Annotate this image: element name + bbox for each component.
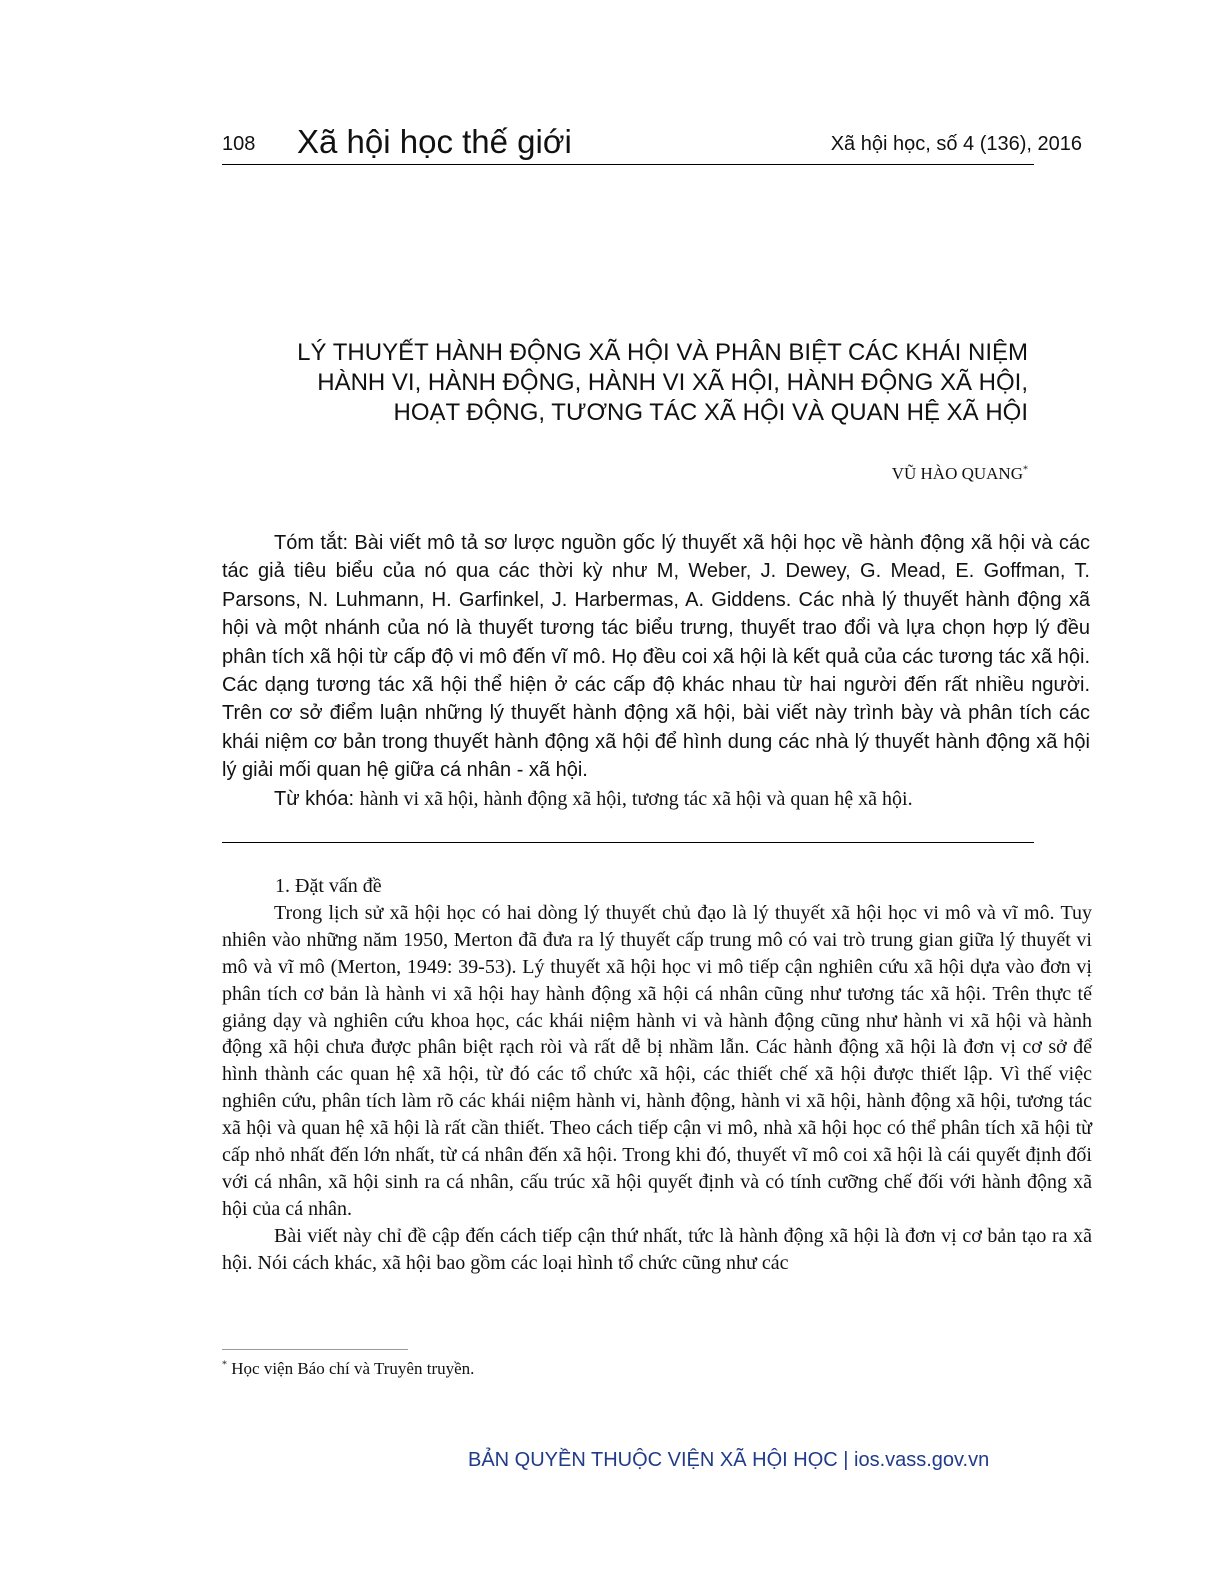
- page-number: 108: [222, 133, 256, 155]
- title-line: HOẠT ĐỘNG, TƯƠNG TÁC XÃ HỘI VÀ QUAN HỆ XÃ HỘI: [393, 399, 1028, 426]
- author-footnote-marker: *: [1023, 464, 1028, 476]
- author-name: VŨ HÀO QUANG: [891, 464, 1023, 483]
- article-title: [222, 338, 1028, 428]
- keywords-text: hành vi xã hội, hành động xã hội, tương tác xã hội và quan hệ xã hội.: [359, 787, 913, 810]
- footnote-marker: *: [222, 1359, 227, 1371]
- section-1: [222, 873, 1092, 1277]
- section-title: Xã hội học thế giới: [297, 123, 572, 160]
- footnote-text: Học viện Báo chí và Truyên truyền.: [231, 1359, 475, 1378]
- footnote-divider: [222, 1349, 408, 1350]
- keywords: [222, 785, 1090, 813]
- title-line: HÀNH VI, HÀNH ĐỘNG, HÀNH VI XÃ HỘI, HÀNH ĐỘNG XÃ HỘI,: [317, 369, 1028, 396]
- copyright-notice: BẢN QUYỀN THUỘC VIỆN XÃ HỘI HỌC | ios.vass.gov.vn: [468, 1449, 990, 1471]
- abstract-text: Tóm tắt: Bài viết mô tả sơ lược nguồn gốc lý thuyết xã hội học về hành động xã hội và các tác giả tiêu biểu của nó qua các thời kỳ như M, Weber, J. Dewey, G. Mead, E. Goffman, T. Parsons, N. Luhmann, H. Garfinkel, J. Harbermas, A. Giddens. Các nhà lý thuyết hành động xã hội và một nhánh của nó là thuyết tương tác biểu trưng, thuyết trao đổi và lựa chọn hợp lý đều phân tích xã hội từ cấp độ vi mô đến vĩ mô. Họ đều coi xã hội là kết quả của các tương tác xã hội. Các dạng tương tác xã hội thể hiện ở các cấp độ khác nhau từ hai người đến rất nhiều người. Trên cơ sở điểm luận những lý thuyết hành động xã hội, bài viết này trình bày và phân tích các khái niệm cơ bản trong thuyết hành động xã hội để hình dung các nhà lý thuyết hành động xã hội lý giải mối quan hệ giữa cá nhân - xã hội.: [222, 532, 1090, 782]
- paragraph: Trong lịch sử xã hội học có hai dòng lý thuyết chủ đạo là lý thuyết xã hội học vi mô và vĩ mô. Tuy nhiên vào những năm 1950, Merton đã đưa ra lý thuyết cấp trung mô có vai trò trung gian giữa lý thuyết vi mô và vĩ mô (Merton, 1949: 39-53). Lý thuyết xã hội học vi mô tiếp cận nghiên cứu xã hội dựa vào đơn vị phân tích cơ bản là hành vi xã hội hay hành động xã hội cá nhân cũng như tương tác xã hội. Trên thực tế giảng dạy và nghiên cứu khoa học, các khái niệm hành vi và hành động cũng như hành vi xã hội và hành động xã hội chưa được phân biệt rạch ròi và rất dễ bị nhầm lẫn. Các hành động xã hội là đơn vị cơ sở để hình thành các quan hệ xã hội, từ đó các tổ chức xã hội, các thiết chế xã hội được thiết lập. Vì thế việc nghiên cứu, phân tích làm rõ các khái niệm hành vi, hành động, hành vi xã hội, hành động xã hội, tương tác xã hội và quan hệ xã hội là rất cần thiết. Theo cách tiếp cận vi mô, nhà xã hội học có thể phân tích xã hội từ cấp nhỏ nhất đến lớn nhất, từ cá nhân đến xã hội. Trong khi đó, thuyết vĩ mô coi xã hội là cái quyết định đối với cá nhân, xã hội sinh ra cá nhân, cấu trúc xã hội quyết định và có tính cưỡng chế đối với hành động xã hội của cá nhân.: [222, 901, 1092, 1220]
- title-line: LÝ THUYẾT HÀNH ĐỘNG XÃ HỘI VÀ PHÂN BIỆT CÁC KHÁI NIỆM: [297, 339, 1028, 366]
- abstract-divider: [222, 842, 1034, 843]
- keywords-label: Từ khóa:: [274, 787, 355, 810]
- journal-citation: Xã hội học, số 4 (136), 2016: [830, 133, 1082, 155]
- footnote: [222, 1359, 474, 1379]
- author: [892, 464, 1028, 484]
- section-heading: 1. Đặt vấn đề: [275, 875, 382, 897]
- running-header: [222, 118, 1082, 165]
- abstract: [222, 529, 1090, 813]
- paragraph: Bài viết này chỉ đề cập đến cách tiếp cận thứ nhất, tức là hành động xã hội là đơn vị cơ bản tạo ra xã hội. Nói cách khác, xã hội bao gồm các loại hình tổ chức cũng như các: [222, 1224, 1092, 1274]
